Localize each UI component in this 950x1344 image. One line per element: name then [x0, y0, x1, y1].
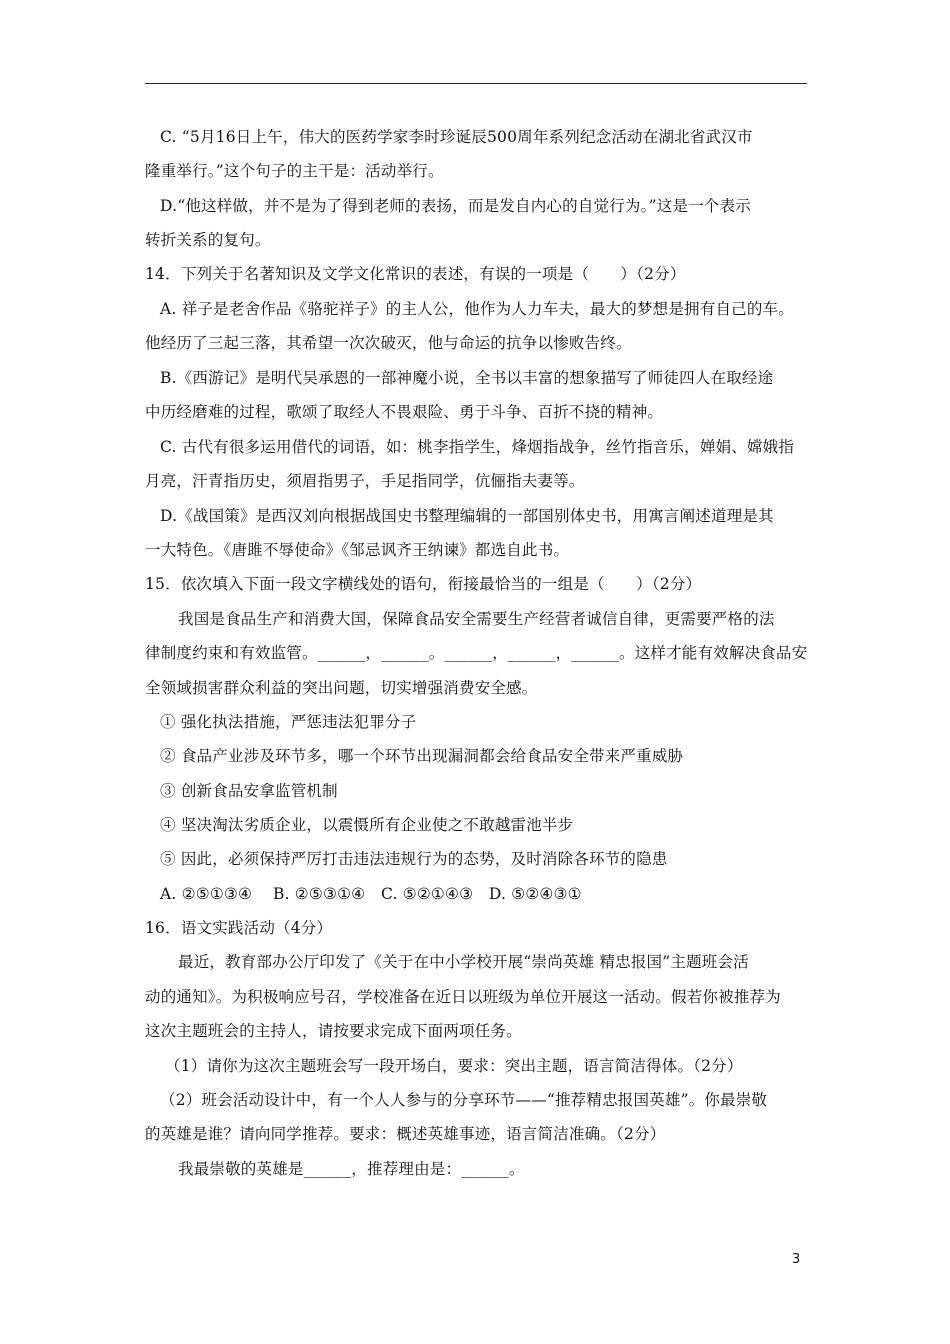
q15-passage-line-2: 律制度约束和有效监管。______，______。______，______，______。这样才能有效解决食品安 [145, 644, 808, 662]
q15-sentence-5: ⑤ 因此，必须保持严厉打击违法违规行为的态势，及时消除各环节的隐患 [160, 850, 668, 868]
option-d-line-2: 转折关系的复句。 [145, 231, 271, 249]
option-d-line-1: D.“他这样做，并不是为了得到老师的表扬，而是发自内心的自觉行为。”这是一个表示 [160, 197, 751, 215]
q14-option-a-line-1: A. 祥子是老舍作品《骆驼祥子》的主人公，他作为人力车夫，最大的梦想是拥有自己的车。 [160, 300, 794, 318]
q15-sentence-1: ① 强化执法措施，严惩违法犯罪分子 [160, 713, 417, 731]
q14-option-c-line-2: 月亮，汗青指历史，须眉指男子，手足指同学，伉俪指夫妻等。 [145, 472, 585, 490]
question-14-stem: 14．下列关于名著知识及文学文化常识的表述，有误的一项是（ ）（2分） [145, 265, 686, 283]
q14-option-a-line-2: 他经历了三起三落，其希望一次次破灭，他与命运的抗争以惨败告终。 [145, 334, 632, 352]
q16-task-1: （1）请你为这次主题班会写一段开场白，要求：突出主题，语言简洁得体。（2分） [165, 1057, 743, 1075]
q15-options: A. ②⑤①③④ B. ②⑤③①④ C. ⑤②①④③ D. ⑤②④③① [160, 885, 582, 903]
q14-option-c-line-1: C. 古代有很多运用借代的词语，如：桃李指学生，烽烟指战争，丝竹指音乐，婵娟、嫦娥指 [160, 438, 795, 456]
q16-task-2-line-2: 的英雄是谁？请向同学推荐。要求：概述英雄事迹，语言简洁准确。（2分） [145, 1125, 666, 1143]
q15-sentence-3: ③ 创新食品安拿监管机制 [160, 782, 338, 800]
q14-option-b-line-1: B.《西游记》是明代吴承恩的一部神魔小说，全书以丰富的想象描写了师徒四人在取经途 [160, 369, 774, 387]
q16-passage-line-1: 最近，教育部办公厅印发了《关于在中小学校开展“崇尚英雄 精忠报国”主题班会活 [178, 953, 749, 971]
question-16-stem: 16．语文实践活动（4分） [145, 919, 333, 937]
question-15-stem: 15．依次填入下面一段文字横线处的语句，衔接最恰当的一组是（ ）（2分） [145, 575, 702, 593]
q15-passage-line-3: 全领域损害群众利益的突出问题，切实增强消费安全感。 [145, 679, 538, 697]
header-rule [145, 83, 807, 84]
option-c-line-1: C. “5月16日上午，伟大的医药学家李时珍诞辰500周年系列纪念活动在湖北省武汉市 [160, 128, 753, 146]
q15-passage-line-1: 我国是食品生产和消费大国，保障食品安全需要生产经营者诚信自律，更需要严格的法 [178, 610, 775, 628]
option-c-line-2: 隆重举行。”这个句子的主干是：活动举行。 [145, 162, 444, 180]
q15-sentence-2: ② 食品产业涉及环节多，哪一个环节出现漏洞都会给食品安全带来严重威胁 [160, 747, 684, 765]
q16-passage-line-3: 这次主题班会的主持人，请按要求完成下面两项任务。 [145, 1022, 522, 1040]
q14-option-d-line-1: D.《战国策》是西汉刘向根据战国史书整理编辑的一部国别体史书，用寓言阐述道理是其 [160, 507, 774, 525]
page-number: 3 [792, 1252, 801, 1267]
q14-option-d-line-2: 一大特色。《唐雎不辱使命》《邹忌讽齐王纳谏》都选自此书。 [145, 541, 570, 559]
q16-passage-line-2: 动的通知》。为积极响应号召，学校准备在近日以班级为单位开展这一活动。假若你被推荐为 [145, 988, 781, 1006]
q16-answer-template: 我最崇敬的英雄是______，推荐理由是：______。 [178, 1160, 525, 1178]
q16-task-2-line-1: （2）班会活动设计中，有一个人人参与的分享环节——“推荐精忠报国英雄”。你最崇敬 [160, 1091, 768, 1109]
q15-sentence-4: ④ 坚决淘汰劣质企业，以震慑所有企业使之不敢越雷池半步 [160, 816, 574, 834]
q14-option-b-line-2: 中历经磨难的过程，歌颂了取经人不畏艰险、勇于斗争、百折不挠的精神。 [145, 403, 664, 421]
